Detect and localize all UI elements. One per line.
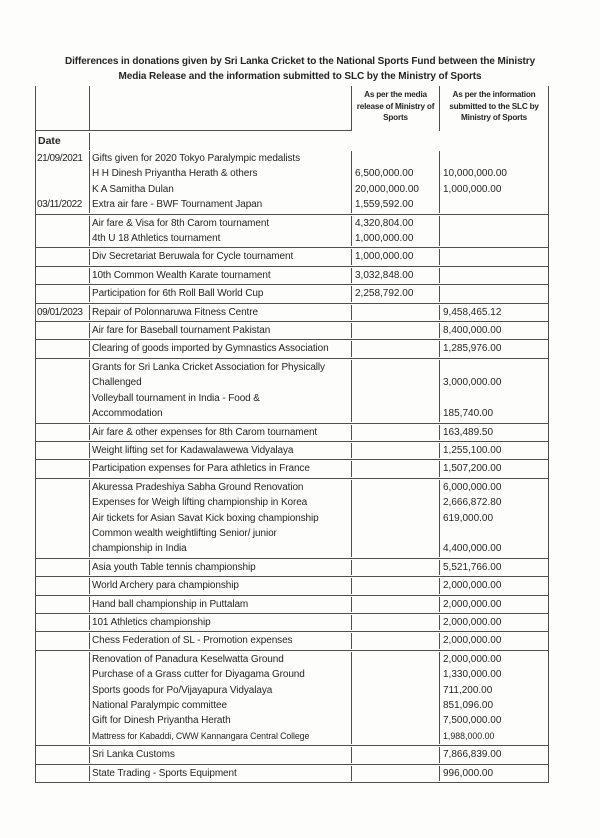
table-row [36,443,548,458]
media-amount-cell [352,615,440,630]
description-cell: Challenged [90,375,352,390]
description-cell: Volleyball tournament in India - Food & [90,391,352,406]
slc-amount-cell: 1,507,200.00 [443,463,502,475]
description-cell: Asia youth Table tennis championship [90,560,352,575]
date-cell [36,766,90,781]
media-amount-cell: 1,559,592.00 [352,197,440,212]
table-row [36,480,548,495]
description-cell: Clearing of goods imported by Gymnastics Association [90,341,352,356]
table-row [36,526,548,541]
media-amount-cell [352,683,440,698]
date-cell [36,182,90,197]
slc-amount-cell: 7,866,839.00 [443,749,502,761]
description-cell: World Archery para championship [90,578,352,593]
description-cell: championship in India [90,541,352,556]
slc-amount-cell: 1,255,100.00 [443,444,502,456]
date-cell [36,323,90,338]
media-amount-cell [352,341,440,356]
table-row [36,698,548,713]
description-header-cell [90,86,352,131]
table-block [36,340,548,358]
table-block [36,150,548,215]
media-amount-cell [352,461,440,476]
media-amount-cell: 3,032,848.00 [352,268,440,283]
table-row [36,406,548,421]
slc-amount-cell: 6,000,000.00 [443,481,502,493]
slc-amount-cell: 1,988,000.00 [443,730,495,741]
description-cell: Participation expenses for Para athletics in France [90,461,352,476]
slc-amount-cell [440,249,548,264]
table-block [36,614,548,632]
table-row [36,615,548,630]
table-row [36,197,548,212]
description-cell: Mattress for Kabaddi, CWW Kannangara Central College [90,729,352,744]
description-cell: K A Samitha Dulan [90,182,352,197]
media-amount-cell [352,747,440,762]
date-cell [36,341,90,356]
slc-amount-cell [440,526,548,541]
date-column-label: Date [36,133,90,150]
media-amount-cell [352,305,440,320]
date-cell [36,216,90,231]
media-amount-cell: 1,000,000.00 [352,231,440,246]
table-row [36,597,548,612]
date-cell [36,391,90,406]
media-amount-cell [352,541,440,556]
media-amount-cell [352,480,440,495]
table-row [36,249,548,264]
table-header-row [36,86,548,131]
date-header-cell [36,86,90,131]
date-cell [36,286,90,301]
table-row [36,182,548,197]
media-amount-cell: 4,320,804.00 [352,216,440,231]
slc-amount-cell [440,151,548,166]
slc-amount-cell: 2,000,000.00 [443,580,502,592]
description-cell: H H Dinesh Priyantha Herath & others [90,166,352,181]
slc-amount-cell: 1,285,976.00 [443,343,502,355]
table-row [36,683,548,698]
description-cell: Air fare & other expenses for 8th Carom tournament [90,425,352,440]
date-cell [36,461,90,476]
slc-amount-cell [440,197,548,212]
slc-header-line: Ministry of Sports [461,113,527,122]
description-cell: 101 Athletics championship [90,615,352,630]
table-block [36,479,548,559]
slc-amount-cell: 10,000,000.00 [443,168,507,180]
media-amount-cell [352,729,440,744]
table-blocks [36,150,548,783]
date-cell [36,495,90,510]
description-cell: Participation for 6th Roll Ball World Cup [90,286,352,301]
date-cell [36,578,90,593]
slc-amount-cell: 1,330,000.00 [443,669,502,681]
media-amount-cell [352,597,440,612]
slc-amount-cell: 2,000,000.00 [443,653,502,665]
description-cell: Air fare for Baseball tournament Pakistan [90,323,352,338]
table-block [36,442,548,460]
slc-amount-cell [440,231,548,246]
media-amount-cell [352,633,440,648]
media-amount-cell [352,560,440,575]
slc-amount-cell: 2,000,000.00 [443,616,502,628]
media-amount-cell: 6,500,000.00 [352,166,440,181]
table-row [36,667,548,682]
slc-amount-cell: 7,500,000.00 [443,715,502,727]
description-cell: Repair of Polonnaruwa Fitness Centre [90,305,352,320]
table-row [36,341,548,356]
slc-amount-cell [440,268,548,283]
slc-amount-cell: 5,521,766.00 [443,561,502,573]
table-row [36,216,548,231]
slc-amount-cell: 185,740.00 [443,408,494,420]
date-cell [36,683,90,698]
date-cell [36,615,90,630]
media-amount-cell [352,578,440,593]
date-cell [36,268,90,283]
slc-amount-cell: 996,000.00 [443,767,494,779]
table-block [36,559,548,577]
document-title-line1: Differences in donations given by Sri Lanka Cricket to the National Sports Fund between the Ministry [64,56,536,67]
media-amount-cell [352,360,440,375]
document-title [0,54,600,84]
table-row [36,747,548,762]
description-cell: Accommodation [90,406,352,421]
date-cell [36,633,90,648]
slc-amount-cell: 9,458,465.12 [443,306,502,318]
media-amount-cell [352,406,440,421]
donations-table [35,86,549,783]
table-block [36,248,548,266]
date-cell [36,425,90,440]
slc-amount-cell: 2,000,000.00 [443,635,502,647]
media-amount-cell [352,443,440,458]
slc-amount-cell [440,360,548,375]
table-row [36,633,548,648]
media-amount-cell: 1,000,000.00 [352,249,440,264]
description-cell: National Paralympic committee [90,698,352,713]
date-cell [36,713,90,728]
date-cell [36,729,90,744]
table-row [36,541,548,556]
slc-submission-header-cell [440,86,548,131]
media-amount-cell: 20,000,000.00 [352,182,440,197]
date-cell [36,652,90,667]
slc-header-line: submitted to the SLC by [449,101,539,111]
slc-amount-cell: 1,000,000.00 [443,183,502,195]
description-cell: Expenses for Weigh lifting championship in Korea [90,495,352,510]
date-cell [36,560,90,575]
table-row [36,766,548,781]
table-block [36,215,548,249]
date-cell [36,443,90,458]
media-amount-cell [352,667,440,682]
description-cell: Weight lifting set for Kadawalawewa Vidyalaya [90,443,352,458]
media-header-line: Sports [383,113,408,122]
media-amount-cell [352,511,440,526]
description-cell: Gifts given for 2020 Tokyo Paralympic medalists [90,151,352,166]
media-amount-cell [352,323,440,338]
slc-amount-cell: 851,096.00 [443,700,494,711]
slc-amount-cell: 4,400,000.00 [443,543,502,555]
table-row [36,495,548,510]
table-block [36,596,548,614]
table-row [36,511,548,526]
media-header-line: As per the media [364,90,427,99]
description-cell: Air fare & Visa for 8th Carom tournament [90,216,352,231]
media-amount-cell: 2,258,792.00 [352,286,440,301]
media-amount-cell [352,526,440,541]
slc-amount-cell [440,286,548,301]
media-amount-cell [352,652,440,667]
description-cell: 10th Common Wealth Karate tournament [90,268,352,283]
media-header-line: release of Ministry of [356,101,435,111]
table-block [36,632,548,650]
date-cell [36,231,90,246]
media-amount-cell [352,495,440,510]
date-label-row [36,131,548,150]
media-amount-cell [352,151,440,166]
table-row [36,151,548,166]
table-row [36,713,548,728]
description-cell: Extra air fare - BWF Tournament Japan [90,197,352,212]
table-row [36,305,548,320]
media-amount-cell [352,425,440,440]
table-row [36,231,548,246]
table-row [36,578,548,593]
date-cell [36,597,90,612]
date-cell [36,480,90,495]
table-block [36,267,548,285]
table-block [36,424,548,442]
description-cell: Renovation of Panadura Keselwatta Ground [90,652,352,667]
table-row [36,286,548,301]
description-cell: Common wealth weightlifting Senior/ junior [90,526,352,541]
date-cell [36,249,90,264]
slc-amount-cell: 2,000,000.00 [443,598,502,610]
table-row [36,391,548,406]
table-block [36,577,548,595]
media-amount-cell [352,766,440,781]
slc-header-line: As per the information [452,90,536,99]
date-cell [36,698,90,713]
description-cell: Div Secretariat Beruwala for Cycle tournament [90,249,352,264]
slc-amount-cell: 619,000.00 [443,512,494,524]
table-block [36,746,548,764]
description-cell: State Trading - Sports Equipment [90,766,352,781]
date-cell [36,511,90,526]
slc-amount-cell: 711,200.00 [443,684,493,696]
media-amount-cell [352,698,440,713]
table-row [36,560,548,575]
description-cell: Chess Federation of SL - Promotion expenses [90,633,352,648]
table-row [36,425,548,440]
description-cell: Air tickets for Asian Savat Kick boxing championship [90,511,352,526]
table-block [36,304,548,322]
date-cell [36,526,90,541]
table-block [36,359,548,424]
slc-amount-cell: 3,000,000.00 [443,377,502,389]
description-cell: 4th U 18 Athletics tournament [90,231,352,246]
slc-amount-cell: 8,400,000.00 [443,325,502,337]
date-cell [36,360,90,375]
media-release-header-cell [352,86,440,131]
slc-amount-cell: 2,666,872.80 [443,497,502,509]
table-row [36,360,548,375]
table-block [36,651,548,746]
table-row [36,729,548,744]
media-amount-cell [352,713,440,728]
date-cell [36,667,90,682]
description-cell: Sports goods for Po/Vijayapura Vidyalaya [90,683,352,698]
table-block [36,460,548,478]
date-cell: 03/11/2022 [36,197,90,212]
table-row [36,166,548,181]
table-block [36,285,548,303]
table-row [36,268,548,283]
table-block [36,322,548,340]
table-row [36,461,548,476]
table-row [36,375,548,390]
date-cell [36,541,90,556]
document-title-line2: Media Release and the information submitted to SLC by the Ministry of Sports [118,71,482,82]
date-cell [36,406,90,421]
date-cell: 21/09/2021 [36,151,90,166]
table-row [36,323,548,338]
table-row [36,652,548,667]
description-cell: Grants for Sri Lanka Cricket Association for Physically [90,360,352,375]
table-block [36,765,548,783]
slc-amount-cell [440,391,548,406]
date-cell: 09/01/2023 [36,305,90,320]
date-cell [36,747,90,762]
description-cell: Sri Lanka Customs [90,747,352,762]
description-cell: Gift for Dinesh Priyantha Herath [90,713,352,728]
slc-amount-cell: 163,489.50 [443,426,494,438]
slc-amount-cell [440,216,548,231]
date-cell [36,375,90,390]
media-amount-cell [352,375,440,390]
description-cell: Akuressa Pradeshiya Sabha Ground Renovation [90,480,352,495]
date-cell [36,166,90,181]
description-cell: Purchase of a Grass cutter for Diyagama Ground [90,667,352,682]
media-amount-cell [352,391,440,406]
description-cell: Hand ball championship in Puttalam [90,597,352,612]
